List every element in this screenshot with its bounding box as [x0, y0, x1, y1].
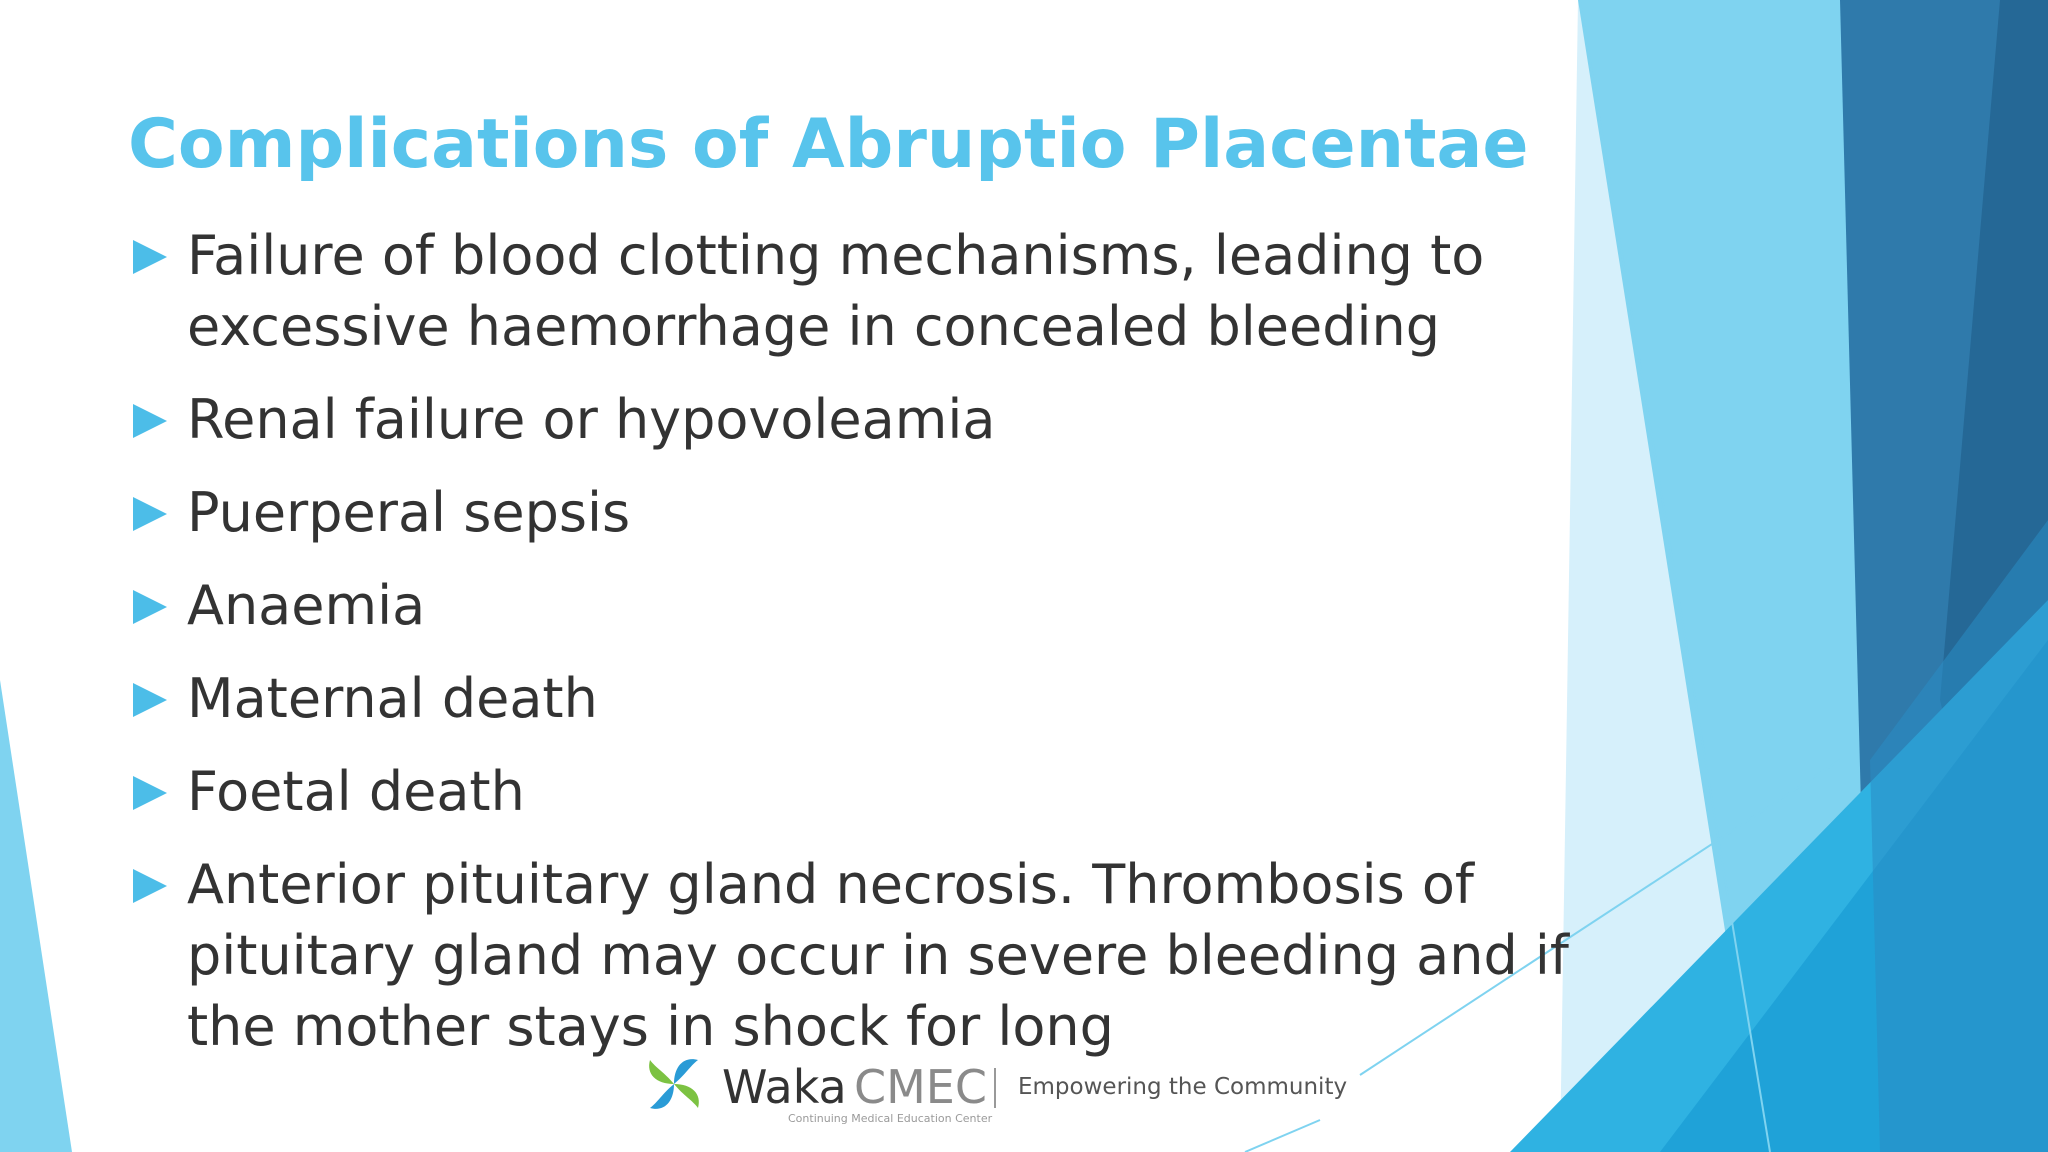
bullet-item — [128, 570, 1588, 641]
bullet-item — [128, 220, 1588, 362]
bullet-item — [128, 756, 1588, 827]
triangle-bullet-icon — [133, 869, 167, 903]
triangle-bullet-icon — [133, 497, 167, 531]
triangle-bullet-icon — [133, 683, 167, 717]
triangle-bullet-icon — [133, 404, 167, 438]
triangle-bullet-icon — [133, 240, 167, 274]
pinwheel-logo-icon — [638, 1048, 710, 1120]
bullet-item — [128, 384, 1588, 455]
bullet-text: Anterior pituitary gland necrosis. Thrombosis of pituitary gland may occur in severe bleeding and if the mother stays in shock for long — [187, 853, 1569, 1058]
logo-tagline: Empowering the Community — [1018, 1074, 1348, 1100]
bullet-text: Failure of blood clotting mechanisms, leading to excessive haemorrhage in concealed bleeding — [187, 224, 1485, 358]
logo-name-cmec: CMEC — [854, 1060, 987, 1114]
triangle-bullet-icon — [133, 776, 167, 810]
logo-name-waka: Waka — [722, 1060, 847, 1114]
waka-cmec-logo — [638, 1046, 1358, 1134]
bg-shape-left — [0, 680, 72, 1152]
bullet-item — [128, 849, 1588, 1062]
logo-divider — [994, 1068, 996, 1108]
bullet-text: Maternal death — [187, 667, 598, 730]
bullet-list — [128, 220, 1588, 1084]
bullet-item — [128, 663, 1588, 734]
triangle-bullet-icon — [133, 590, 167, 624]
bullet-text: Puerperal sepsis — [187, 481, 631, 544]
slide-title: Complications of Abruptio Placentae — [128, 105, 1529, 184]
bullet-text: Renal failure or hypovoleamia — [187, 388, 996, 451]
logo-subtext: Continuing Medical Education Center — [788, 1112, 993, 1125]
bullet-text: Anaemia — [187, 574, 426, 637]
bullet-item — [128, 477, 1588, 548]
bullet-text: Foetal death — [187, 760, 525, 823]
